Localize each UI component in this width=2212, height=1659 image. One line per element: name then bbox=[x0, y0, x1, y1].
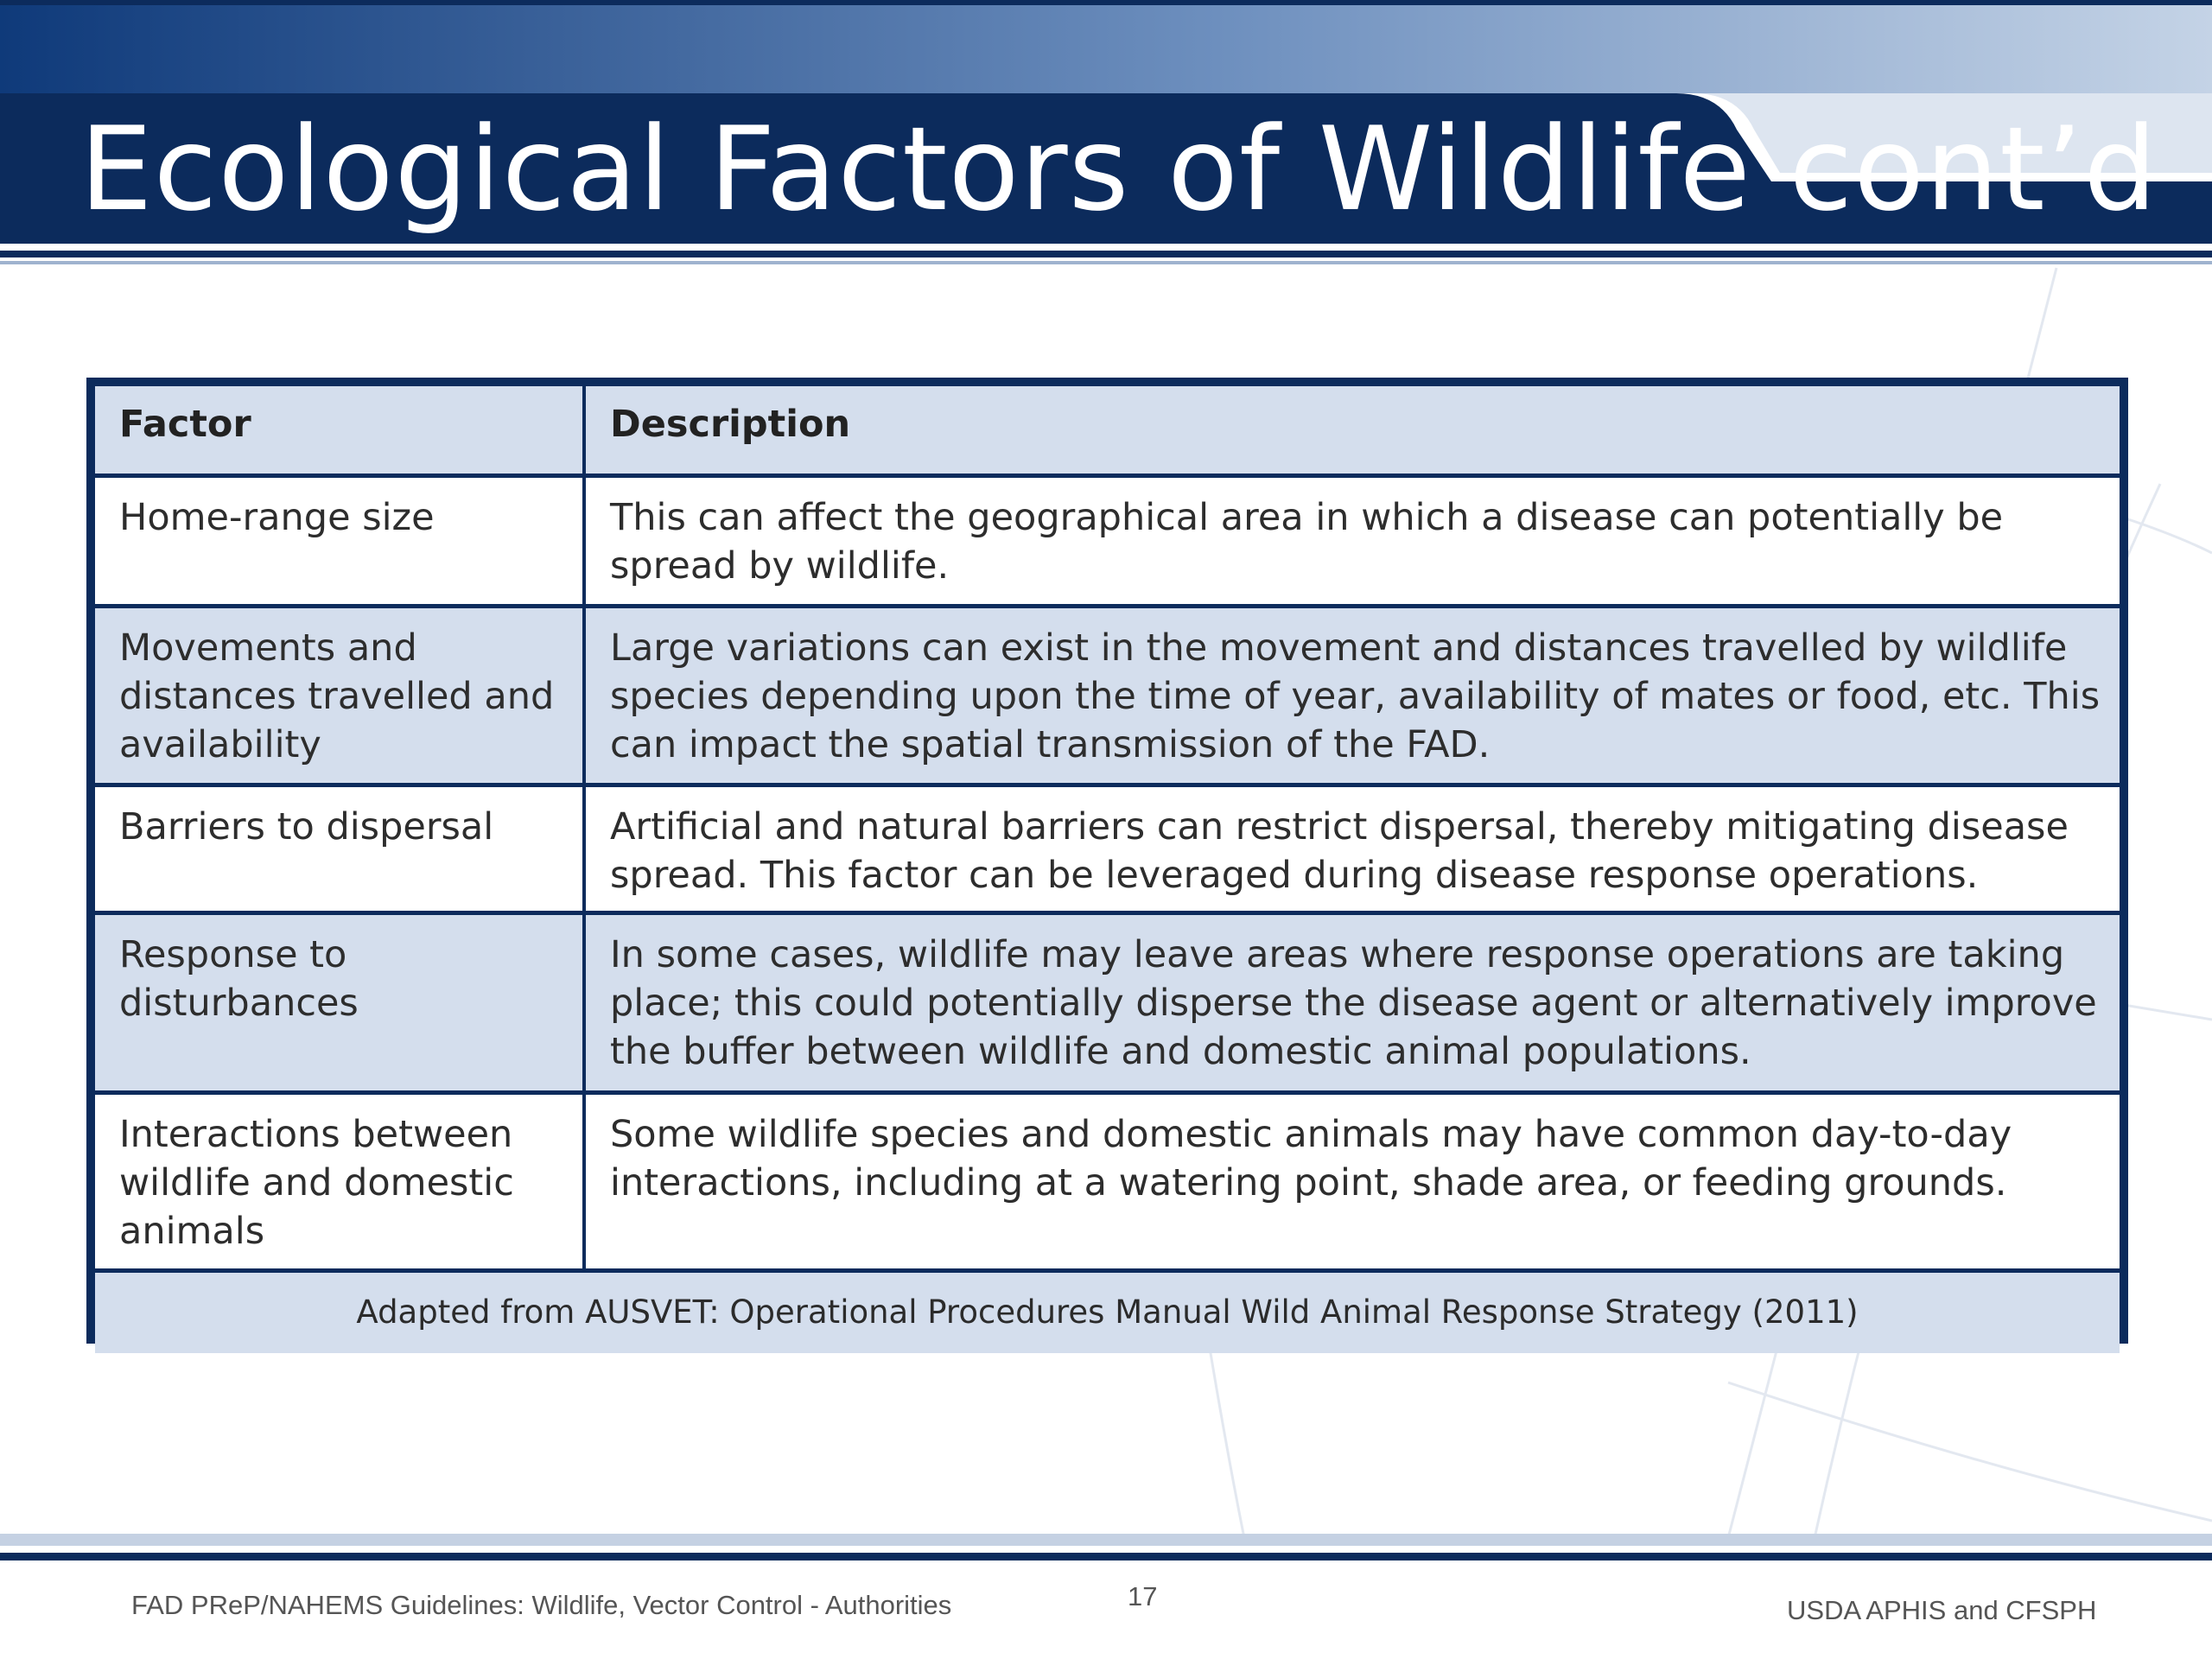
table-row bbox=[95, 913, 2120, 1093]
table-row bbox=[95, 476, 2120, 607]
table-row bbox=[95, 785, 2120, 913]
footer-organization: USDA APHIS and CFSPH bbox=[1787, 1595, 2097, 1625]
header-factor: Factor bbox=[95, 386, 584, 476]
factor-cell: Response to disturbances bbox=[95, 913, 584, 1093]
description-cell: Artificial and natural barriers can restrict dispersal, thereby mitigating disease spread. This factor can be leveraged during disease response operations. bbox=[584, 785, 2120, 913]
description-cell: This can affect the geographical area in which a disease can potentially be spread by wildlife. bbox=[584, 476, 2120, 607]
factor-cell: Interactions between wildlife and domestic animals bbox=[95, 1093, 584, 1271]
description-cell: Some wildlife species and domestic animals may have common day-to-day interactions, including at a watering point, shade area, or feeding grounds. bbox=[584, 1093, 2120, 1271]
description-cell: Large variations can exist in the movement and distances travelled by wildlife species depending upon the time of year, availability of mates or food, etc. This can impact the spatial transmission of the FAD. bbox=[584, 607, 2120, 785]
factors-table bbox=[86, 378, 2128, 1344]
table-source-row bbox=[95, 1271, 2120, 1353]
page-number: 17 bbox=[1128, 1581, 1158, 1611]
slide-header bbox=[0, 0, 2212, 272]
footer-course-title: FAD PReP/NAHEMS Guidelines: Wildlife, Vector Control - Authorities bbox=[131, 1590, 952, 1620]
table-header-row bbox=[95, 386, 2120, 476]
header-description: Description bbox=[584, 386, 2120, 476]
slide-title: Ecological Factors of Wildlife cont’d bbox=[79, 102, 2158, 237]
factor-cell: Barriers to dispersal bbox=[95, 785, 584, 913]
table-row bbox=[95, 607, 2120, 785]
source-citation: Adapted from AUSVET: Operational Procedures Manual Wild Animal Response Strategy (2011) bbox=[95, 1271, 2120, 1353]
factor-cell: Movements and distances travelled and availability bbox=[95, 607, 584, 785]
table-row bbox=[95, 1093, 2120, 1271]
description-cell: In some cases, wildlife may leave areas where response operations are taking place; this could potentially disperse the disease agent or alternatively improve the buffer between wildlife and domestic animal populations. bbox=[584, 913, 2120, 1093]
factor-cell: Home-range size bbox=[95, 476, 584, 607]
footer-rule bbox=[0, 1534, 2212, 1568]
